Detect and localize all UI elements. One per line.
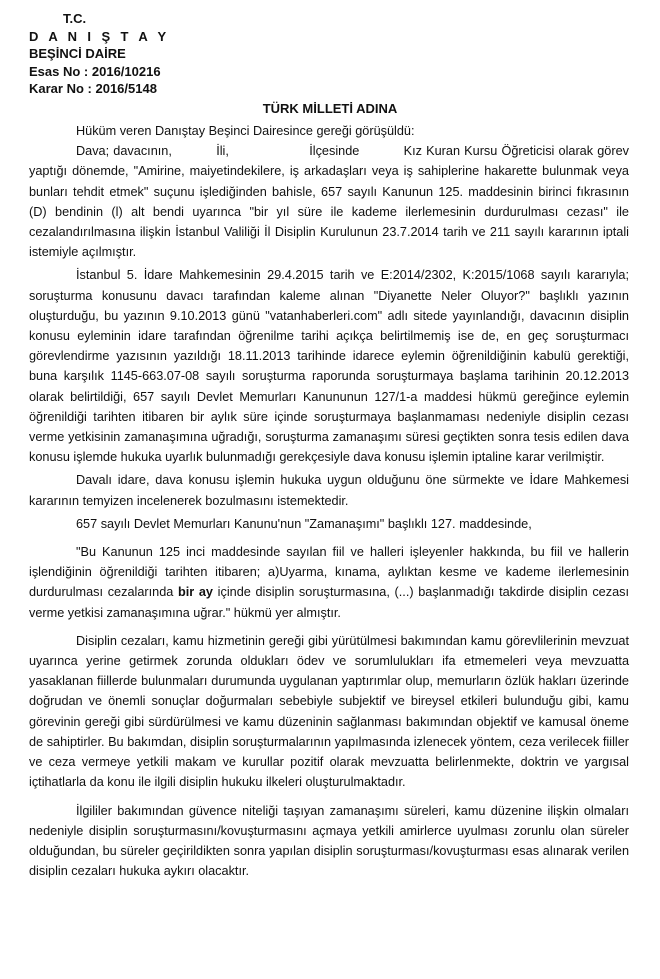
header-tc: T.C. (63, 11, 87, 26)
paragraph-dava-text-c: İlçesinde (309, 144, 360, 159)
quote-emphasis: bir ay (177, 585, 213, 600)
header-court-name: D A N I Ş T A Y (29, 28, 170, 44)
court-header (29, 10, 170, 98)
quote-text-b: içinde disiplin soruşturmasına, (...) başlanmadığı takdirde disiplin cezası verme yetkisi zamanaşımına uğrar." hükmü yer almıştır. (29, 585, 629, 620)
paragraph-dava (29, 141, 629, 262)
karar-line (29, 80, 170, 98)
document-body (29, 121, 629, 881)
paragraph-intro: Hüküm veren Danıştay Beşinci Dairesince gereği görüşüldü: (76, 124, 415, 138)
redacted-name (176, 147, 212, 156)
quote-text-a: "Bu Kanunun 125 inci maddesinde sayılan fiil ve halleri işleyenler hakkında, bu fiil ve hallerin işlendiğinin öğrenildiği tarihten itibaren; a)Uyarma, kınama, aylıktan kesme ve kademe ilerlemesinin durdurulması cezalarında (29, 545, 629, 600)
paragraph-idare: Davalı idare, dava konusu işlemin hukuka uygun olduğunu öne sürmekte ve İdare Mahkemesi kararının temyizen incelenerek bozulmasını istemektedir. (29, 473, 629, 508)
redacted-place (363, 147, 399, 156)
paragraph-kanun: 657 sayılı Devlet Memurları Kanunu'nun "Zamanaşımı" başlıklı 127. maddesinde, (76, 516, 532, 531)
karar-label: Karar No : (29, 81, 92, 96)
paragraph-disiplin: Disiplin cezaları, kamu hizmetinin gereği gibi yürütülmesi bakımından kamu görevlilerinin mevzuat uyarınca yerine getirmek zorunda oldukları ödev ve sorumlulukları ifa etmemeleri veya mevzuatta yasaklanan fiillerde bulunmaları durumunda uygulanan yaptırımlar olup, memurların özlük hakları üzerinde doğrudan ve önemli sonuçlar doğurmaları sebebiyle subjektif ve bireysel etkileri bulunduğu gibi, kamu görevinin gereği gibi sürdürülmesi ve kamu düzeninin sağlanması bakımından objektif ve kamusal öneme de sahiptirler. Bu bakımdan, disiplin soruşturmalarının yapılmasında izlenecek yöntem, ceza verilecek fiiller ve ceza vermeye yetkili makam ve kurullar pozitif olarak mevzuatta belirlenmekte, doktrin ve yargısal içtihatlarla da konu ile ilgili disiplin hukuku ilkeleri oluşturulmaktadır. (29, 633, 629, 790)
paragraph-dava-text-b: İli, (216, 144, 229, 159)
redacted-district (233, 147, 305, 156)
document-title: TÜRK MİLLETİ ADINA (262, 101, 398, 116)
paragraph-dava-text-a: Dava; davacının, (76, 144, 172, 159)
paragraph-quote (29, 542, 629, 623)
header-chamber: BEŞİNCİ DAİRE (29, 46, 126, 61)
esas-value: 2016/10216 (91, 63, 161, 79)
esas-label: Esas No : (29, 63, 89, 79)
paragraph-dava-text-d: Kız Kuran Kursu Öğreticisi olarak görev yaptığı dönemde, "Amirine, maiyetindekilere, iş arkadaşları veya iş sahiplerine hakarette bulunmak veya bunları tehdit etmek" suçunu işlediğinden bahisle, 657 sayılı Kanunun 125. maddesinin birinci fıkrasının (D) bendinin (l) alt bendi uyarınca "bir yıl süre ile kademe ilerlemesinin durdurulması cezası" ile cezalandırılmasına ilişkin İstanbul Valiliği İl Disiplin Kurulunun 23.7.2014 tarih ve 211 sayılı kararının iptali istemiyle açılmıştır. (29, 144, 629, 260)
karar-value: 2016/5148 (95, 81, 157, 96)
esas-line (29, 63, 170, 81)
paragraph-zamanasimi: İlgililer bakımından güvence niteliği taşıyan zamanaşımı süreleri, kamu düzenine ilişkin olmaları nedeniyle disiplin soruşturmasını/kovuşturmasını açmaya yetkili amirlerce uyulması zorunlu olan süreler olduğundan, bu süreler geçirildikten sonra yapılan disiplin soruşturması/kovuşturması esas alınarak verilen disiplin cezaları hukuka aykırı olacaktır. (29, 803, 629, 879)
paragraph-mahkeme: İstanbul 5. İdare Mahkemesinin 29.4.2015 tarih ve E:2014/2302, K:2015/1068 sayılı kararıyla; soruşturma konusunu davacı tarafından kaleme alınan "Diyanette Neler Oluyor?" başlıklı yazının oluşturduğu, bu yazının 9.10.2013 günü "vatanhaberleri.com" adlı sitede yayınlandığı, davacının disiplin konusu eyleminin idare tarafından öğrenilme tarihi açıkça belirtilmemiş ise de, en geç soruşturmacı görevlendirme yazısının yazıldığı 18.11.2013 tarihinde idarece eylemin öğrenildiğinin kabulü gerektiği, buna karşılık 1145-663.07-08 sayılı soruşturma raporunda soruşturmaya başlama tarihinin 20.12.2013 olarak belirtildiği, 657 sayılı Devlet Memurları Kanununun 127/1-a maddesi hükmü gereğince eylemin öğrenildiği tarihten itibaren bir aylık süre içinde soruşturmaya başlanmaması nedeniyle disiplin cezası verme yetkisinin zamanaşımına uğradığı, soruşturma zamanaşımı süresi geçtikten sonra tesis edilen dava konusu işlemde hukuka uyarlık bulunmadığı gerekçesiyle dava konusu işlemin iptaline karar verilmiştir. (29, 268, 629, 465)
